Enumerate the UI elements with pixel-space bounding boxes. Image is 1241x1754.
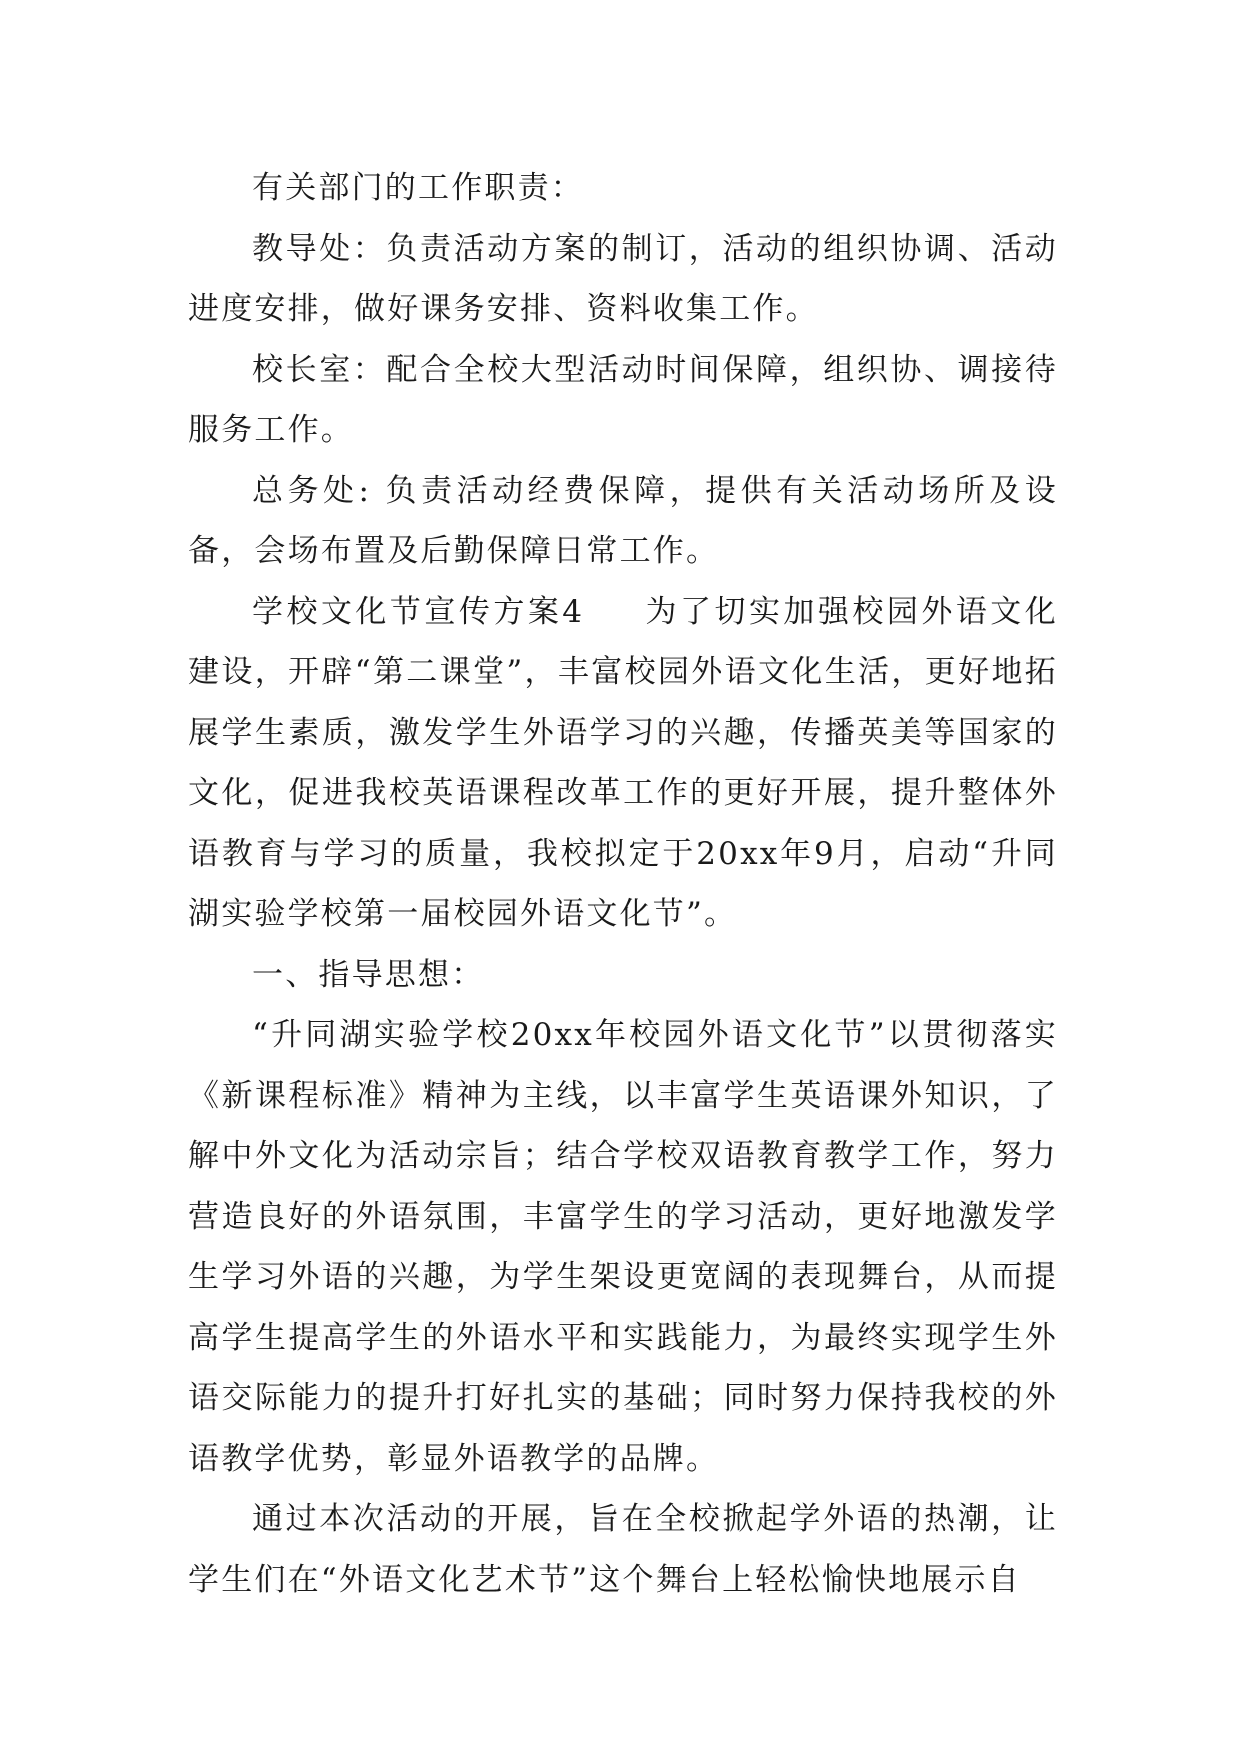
paragraph-responsibilities-heading: 有关部门的工作职责：	[252, 170, 584, 206]
paragraph-principal-office: 校长室：配合全校大型活动时间保障，组织协、调接待服务工作。	[188, 351, 1058, 448]
paragraph-activity-goal: 通过本次活动的开展，旨在全校掀起学外语的热潮，让学生们在“外语文化艺术节”这个舞台上轻松愉快地展示自	[188, 1501, 1058, 1598]
plan-4-heading: 学校文化节宣传方案4	[252, 593, 585, 630]
section-heading-guiding-ideology: 一、指导思想：	[252, 956, 485, 993]
paragraph-plan-4	[188, 582, 1058, 945]
plan-4-intro: 为了切实加强校园外语文化建设，开辟“第二课堂”，丰富校园外语文化生活，更好地拓展学生素质，激发学生外语学习的兴趣，传播英美等国家的文化，促进我校英语课程改革工作的更好开展，提升整体外语教育与学习的质量，我校拟定于20xx年9月，启动“升同湖实验学校第一届校园外语文化节”。	[188, 593, 1058, 932]
document-body	[188, 158, 1058, 1610]
paragraph-general-affairs: 总务处: 负责活动经费保障，提供有关活动场所及设备，会场布置及后勤保障日常工作。	[188, 472, 1058, 569]
paragraph-academic-office: 教导处：负责活动方案的制订，活动的组织协调、活动进度安排，做好课务安排、资料收集工作。	[188, 230, 1058, 327]
paragraph-guiding-ideology: “升同湖实验学校20xx年校园外语文化节”以贯彻落实《新课程标准》精神为主线，以丰富学生英语课外知识，了解中外文化为活动宗旨；结合学校双语教育教学工作，努力营造良好的外语氛围，丰富学生的学习活动，更好地激发学生学习外语的兴趣，为学生架设更宽阔的表现舞台，从而提高学生提高学生的外语水平和实践能力，为最终实现学生外语交际能力的提升打好扎实的基础；同时努力保持我校的外语教学优势，彰显外语教学的品牌。	[188, 1017, 1058, 1477]
